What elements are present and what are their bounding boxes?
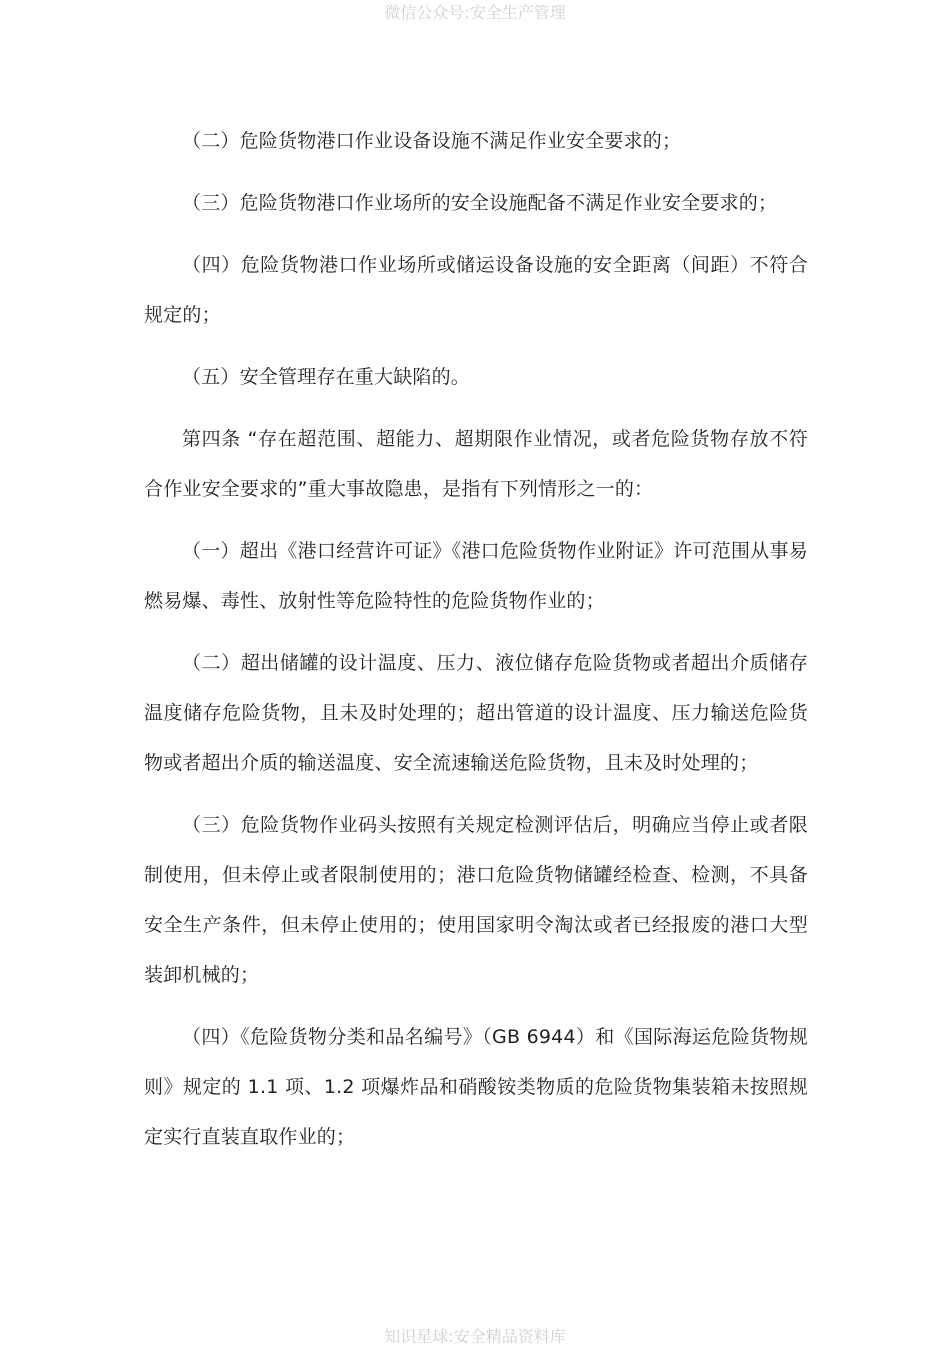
paragraph: （四）危险货物港口作业场所或储运设备设施的安全距离（间距）不符合规定的； xyxy=(144,254,808,326)
watermark-bottom: 知识星球:安全精品资料库 xyxy=(384,1327,566,1346)
article-paragraph: 第四条 “存在超范围、超能力、超期限作业情况，或者危险货物存放不符合作业安全要求的”重大事故隐患，是指有下列情形之一的： xyxy=(144,428,808,500)
paragraph: （三）危险货物港口作业场所的安全设施配备不满足作业安全要求的； xyxy=(182,192,778,214)
paragraph: （四）《危险货物分类和品名编号》（GB 6944）和《国际海运危险货物规则》规定的 1.1 项、1.2 项爆炸品和硝酸铵类物质的危险货物集装箱未按照规定实行直装直取作业的； xyxy=(144,1026,808,1148)
paragraph: （二）超出储罐的设计温度、压力、液位储存危险货物或者超出介质储存温度储存危险货物，且未及时处理的；超出管道的设计温度、压力输送危险货物或者超出介质的输送温度、安全流速输送危险货物，且未及时处理的； xyxy=(144,652,808,774)
paragraph: （一）超出《港口经营许可证》《港口危险货物作业附证》许可范围从事易燃易爆、毒性、放射性等危险特性的危险货物作业的； xyxy=(144,540,808,612)
paragraph: （五）安全管理存在重大缺陷的。 xyxy=(182,366,471,388)
document-body xyxy=(144,116,808,1174)
watermark-top: 微信公众号:安全生产管理 xyxy=(384,3,566,22)
paragraph: （二）危险货物港口作业设备设施不满足作业安全要求的； xyxy=(182,130,682,152)
paragraph: （三）危险货物作业码头按照有关规定检测评估后，明确应当停止或者限制使用，但未停止或者限制使用的；港口危险货物储罐经检查、检测，不具备安全生产条件，但未停止使用的；使用国家明令淘汰或者已经报废的港口大型装卸机械的； xyxy=(144,814,808,986)
